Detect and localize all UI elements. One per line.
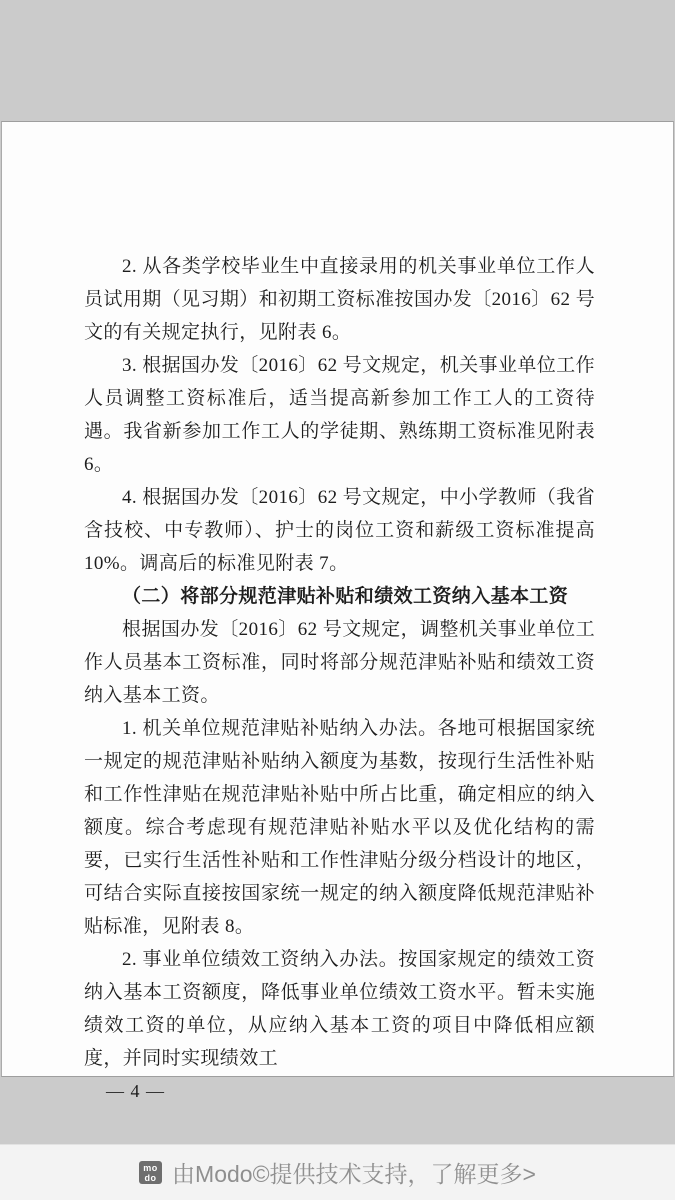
paragraph: 根据国办发〔2016〕62 号文规定，调整机关事业单位工作人员基本工资标准，同时将部分规范津贴补贴和绩效工资纳入基本工资。 — [84, 619, 595, 706]
paragraph: 3. 根据国办发〔2016〕62 号文规定，机关事业单位工作人员调整工资标准后，适当提高新参加工作工人的工资待遇。我省新参加工作工人的学徒期、熟练期工资标准见附表 6。 — [84, 355, 595, 475]
section-heading: （二）将部分规范津贴补贴和绩效工资纳入基本工资 — [122, 586, 569, 607]
modo-logo-text-bottom: do — [144, 1172, 157, 1183]
document-page — [1, 121, 674, 1101]
footer-link[interactable]: 由Modo©提供技术支持，了解更多> — [172, 1161, 536, 1187]
paragraph: 2. 事业单位绩效工资纳入办法。按国家规定的绩效工资纳入基本工资额度，降低事业单位绩效工资水平。暂未实施绩效工资的单位，从应纳入基本工资的项目中降低相应额度，并同时实现绩效工 — [84, 949, 595, 1069]
footer-bar[interactable] — [0, 1144, 675, 1200]
modo-logo-text-top: mo — [143, 1162, 158, 1173]
paragraph: 2. 从各类学校毕业生中直接录用的机关事业单位工作人员试用期（见习期）和初期工资标准按国办发〔2016〕62 号文的有关规定执行，见附表 6。 — [84, 256, 595, 343]
modo-logo-icon — [139, 1161, 162, 1184]
page-number: — 4 — — [106, 1081, 165, 1101]
paragraph: 4. 根据国办发〔2016〕62 号文规定，中小学教师（我省含技校、中专教师）、护士的岗位工资和薪级工资标准提高 10%。调高后的标准见附表 7。 — [84, 487, 595, 574]
paragraph: 1. 机关单位规范津贴补贴纳入办法。各地可根据国家统一规定的规范津贴补贴纳入额度为基数，按现行生活性补贴和工作性津贴在规范津贴补贴中所占比重，确定相应的纳入额度。综合考虑现有规范津贴补贴水平以及优化结构的需要，已实行生活性补贴和工作性津贴分级分档设计的地区，可结合实际直接按国家统一规定的纳入额度降低规范津贴补贴标准，见附表 8。 — [84, 718, 595, 937]
